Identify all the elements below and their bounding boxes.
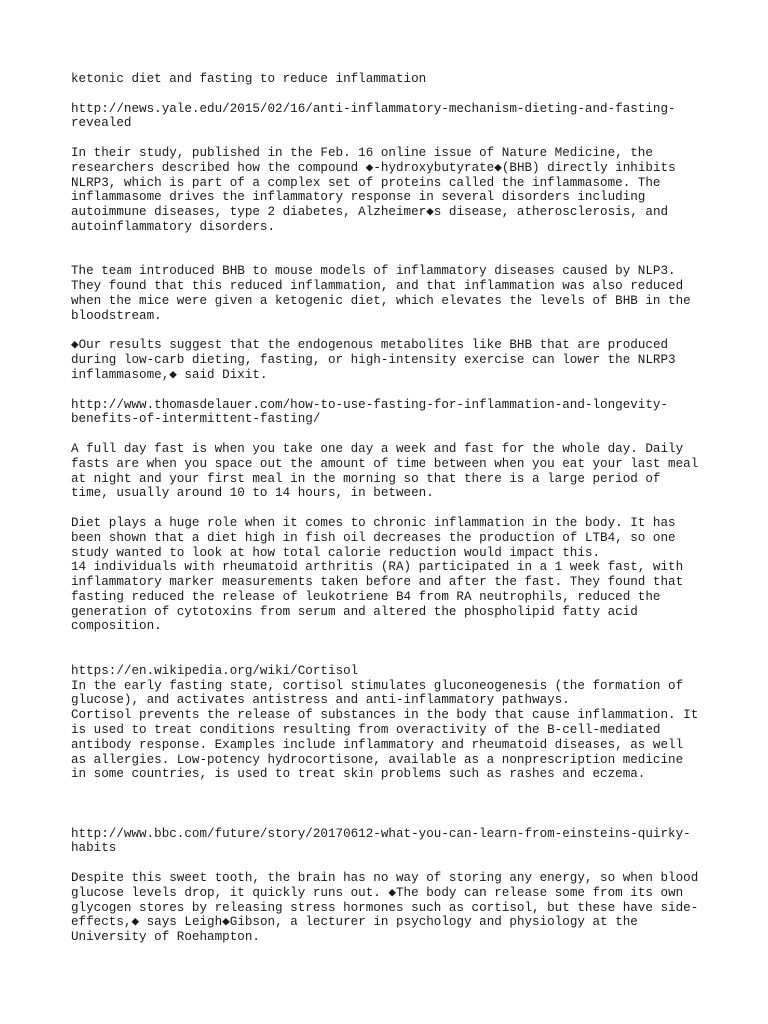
paragraph-spacer <box>71 501 711 516</box>
text-line: study wanted to look at how total calorie reduction would impact this. <box>71 545 601 560</box>
paragraph-spacer <box>71 235 711 250</box>
paragraph <box>71 871 711 945</box>
paragraph <box>71 102 711 132</box>
text-line: A full day fast is when you take one day a week and fast for the whole day. Daily <box>71 441 684 456</box>
paragraph-spacer <box>71 649 711 664</box>
paragraph-spacer <box>71 856 711 871</box>
paragraph <box>71 664 711 782</box>
paragraph <box>71 442 711 501</box>
text-line: NLRP3, which is part of a complex set of proteins called the inflammasome. The <box>71 175 661 190</box>
text-line: been shown that a diet high in fish oil decreases the production of LTB4, so one <box>71 530 676 545</box>
text-line: The team introduced BHB to mouse models of inflammatory diseases caused by NLP3. <box>71 264 676 279</box>
text-line: during low-carb dieting, fasting, or high-intensity exercise can lower the NLRP3 <box>71 353 676 368</box>
text-line: time, usually around 10 to 14 hours, in between. <box>71 486 434 501</box>
text-line: researchers described how the compound ◆-hydroxybutyrate◆(BHB) directly inhibits <box>71 160 676 175</box>
paragraph <box>71 338 711 382</box>
text-line: composition. <box>71 619 162 634</box>
text-line: as allergies. Low-potency hydrocortisone, available as a nonprescription medicine <box>71 752 684 767</box>
paragraph <box>71 516 711 634</box>
text-line: in some countries, is used to treat skin problems such as rashes and eczema. <box>71 767 646 782</box>
text-line: http://www.bbc.com/future/story/20170612-what-you-can-learn-from-einsteins-quirky- <box>71 826 691 841</box>
paragraph-spacer <box>71 797 711 812</box>
paragraph <box>71 398 711 428</box>
text-line: inflammatory marker measurements taken before and after the fast. They found that <box>71 575 684 590</box>
text-line: antibody response. Examples include inflammatory and rheumatoid diseases, as well <box>71 737 684 752</box>
text-line: Cortisol prevents the release of substances in the body that cause inflammation. It <box>71 708 699 723</box>
text-line: ketonic diet and fasting to reduce inflammation <box>71 72 427 86</box>
text-line: glucose levels drop, it quickly runs out. ◆The body can release some from its own <box>71 885 684 900</box>
text-line: effects,◆ says Leigh◆Gibson, a lecturer in psychology and physiology at the <box>71 915 638 930</box>
text-line: glucose), and activates antistress and anti-inflammatory pathways. <box>71 693 570 708</box>
text-line: ◆Our results suggest that the endogenous metabolites like BHB that are produced <box>71 338 669 353</box>
paragraph-spacer <box>71 634 711 649</box>
text-line: http://www.thomasdelauer.com/how-to-use-fasting-for-inflammation-and-longevity- <box>71 397 669 412</box>
paragraph-spacer <box>71 87 711 102</box>
paragraph <box>71 146 711 235</box>
paragraph-spacer <box>71 383 711 398</box>
text-line: at night and your first meal in the morning so that there is a large period of <box>71 471 661 486</box>
paragraph <box>71 827 711 857</box>
text-line: autoimmune diseases, type 2 diabetes, Alzheimer◆s disease, atherosclerosis, and <box>71 205 669 220</box>
text-line: is used to treat conditions resulting from overactivity of the B-cell-mediated <box>71 723 661 738</box>
text-line: inflammasome drives the inflammatory response in several disorders including <box>71 190 646 205</box>
text-line: autoinflammatory disorders. <box>71 219 276 234</box>
text-line: benefits-of-intermittent-fasting/ <box>71 412 321 427</box>
text-line: revealed <box>71 116 132 131</box>
text-line: https://en.wikipedia.org/wiki/Cortisol <box>71 663 359 678</box>
text-line: inflammasome,◆ said Dixit. <box>71 367 268 382</box>
paragraph-spacer <box>71 131 711 146</box>
text-line: Diet plays a huge role when it comes to chronic inflammation in the body. It has <box>71 515 676 530</box>
text-line: fasting reduced the release of leukotriene B4 from RA neutrophils, reduced the <box>71 589 661 604</box>
paragraph <box>71 72 711 87</box>
paragraph <box>71 264 711 323</box>
text-line: In their study, published in the Feb. 16 online issue of Nature Medicine, the <box>71 145 653 160</box>
paragraph-spacer <box>71 250 711 265</box>
text-line: 14 individuals with rheumatoid arthritis (RA) participated in a 1 week fast, with <box>71 560 684 575</box>
text-line: University of Roehampton. <box>71 930 260 945</box>
text-line: generation of cytotoxins from serum and altered the phospholipid fatty acid <box>71 604 638 619</box>
document-page <box>71 72 711 945</box>
text-line: They found that this reduced inflammation, and that inflammation was also reduced <box>71 279 684 294</box>
paragraph-spacer <box>71 427 711 442</box>
paragraph-spacer <box>71 812 711 827</box>
paragraph-spacer <box>71 782 711 797</box>
text-line: Despite this sweet tooth, the brain has no way of storing any energy, so when blood <box>71 871 699 886</box>
paragraph-spacer <box>71 324 711 339</box>
text-line: bloodstream. <box>71 308 162 323</box>
text-line: when the mice were given a ketogenic diet, which elevates the levels of BHB in the <box>71 293 691 308</box>
text-line: http://news.yale.edu/2015/02/16/anti-inflammatory-mechanism-dieting-and-fasting- <box>71 101 676 116</box>
text-line: fasts are when you space out the amount of time between when you eat your last meal <box>71 456 699 471</box>
text-line: habits <box>71 841 117 856</box>
text-line: glycogen stores by releasing stress hormones such as cortisol, but these have side- <box>71 900 699 915</box>
text-line: In the early fasting state, cortisol stimulates gluconeogenesis (the formation of <box>71 678 684 693</box>
